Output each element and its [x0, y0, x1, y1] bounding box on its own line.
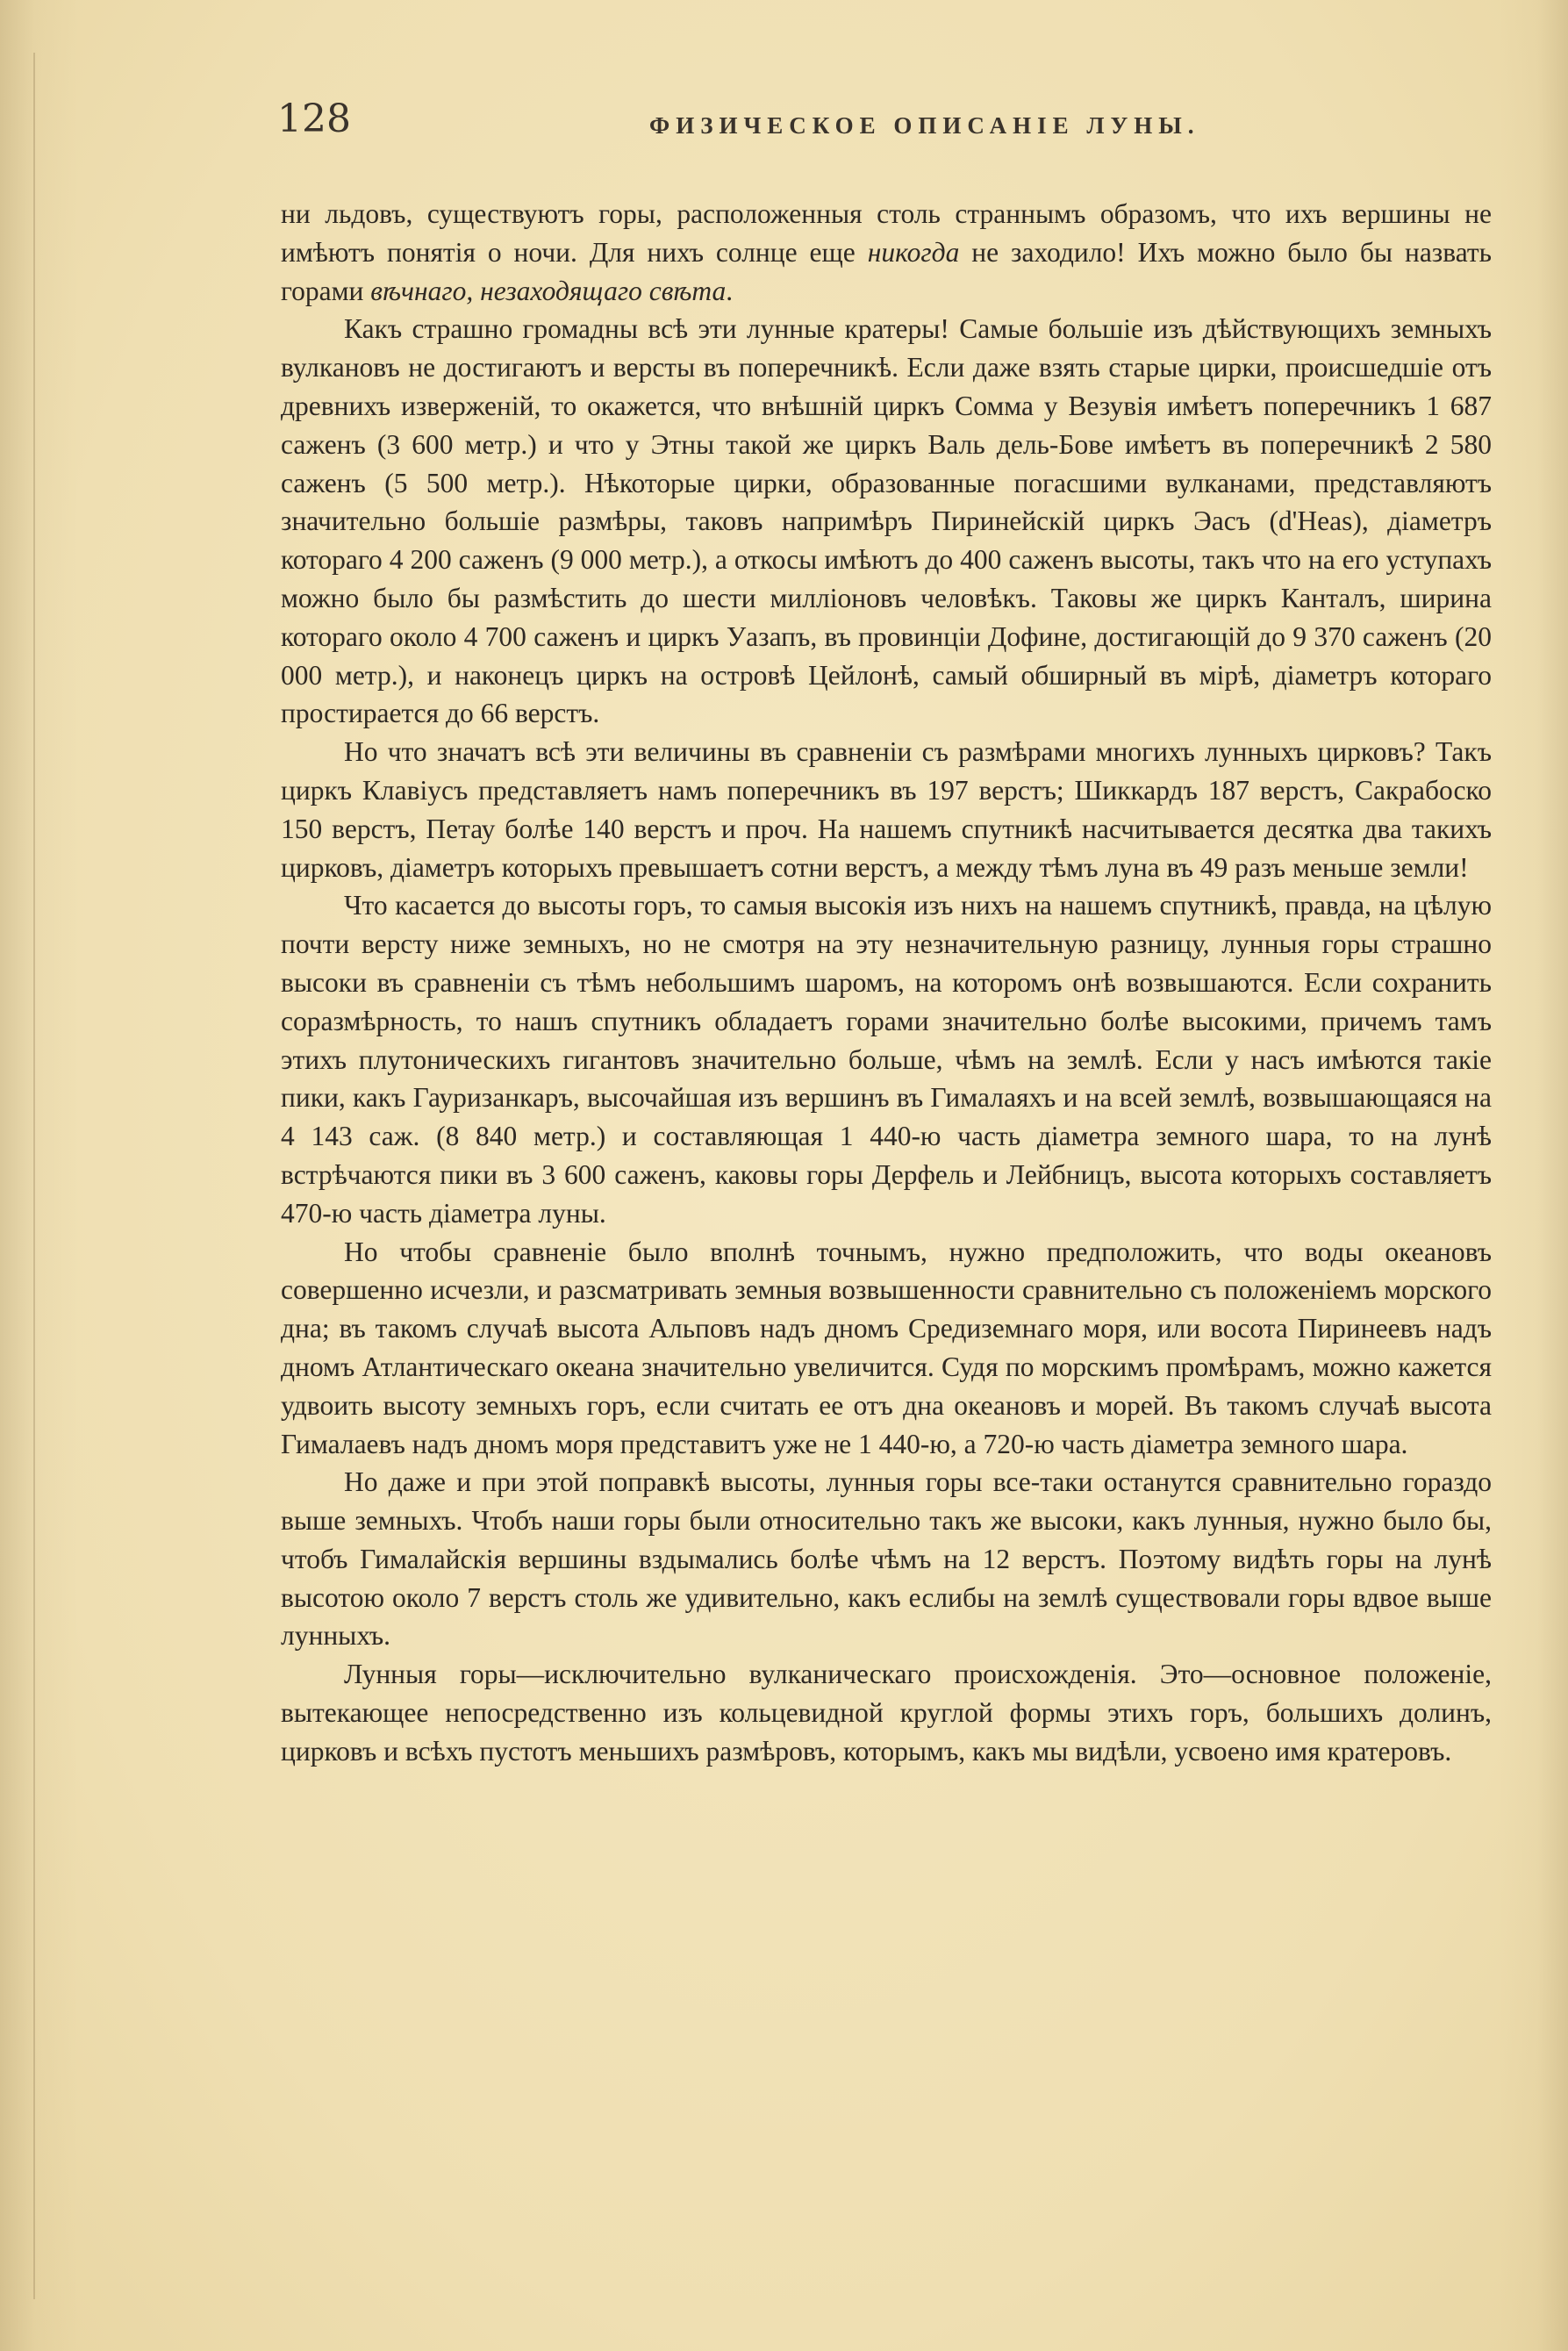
- paragraph-1: [281, 195, 1492, 310]
- paragraph-1-emphasis-1: никогда: [867, 236, 960, 268]
- paragraph-5: Но чтобы сравненіе было вполнѣ точнымъ, нужно предположить, что воды океановъ совершенно исчезли, и разсматривать земныя возвышенности сравнительно съ положеніемъ морского дна; въ такомъ случаѣ высота Альповъ надъ дномъ Средиземнаго моря, или восота Пиринеевъ надъ дномъ Атлантическаго океана значительно увеличится. Судя по морскимъ промѣрамъ, можно кажется удвоить высоту земныхъ горъ, если считать ее отъ дна океановъ и морей. Въ такомъ случаѣ высота Гималаевъ надъ дномъ моря представитъ уже не 1 440-ю, а 720-ю часть діаметра земного шара.: [281, 1236, 1492, 1459]
- binding-shadow: [33, 53, 35, 2299]
- paragraph-3: Но что значатъ всѣ эти величины въ сравненіи съ размѣрами многихъ лунныхъ цирковъ? Такъ циркъ Клавіусъ представляетъ намъ поперечникъ въ 197 верстъ; Шиккардъ 187 верстъ, Сакрабоско 150 верстъ, Петау болѣе 140 верстъ и проч. На нашемъ спутникѣ насчитывается десятка два такихъ цирковъ, діаметръ которыхъ превышаетъ сотни верстъ, а между тѣмъ луна въ 49 разъ меньше земли!: [281, 736, 1492, 883]
- paragraph-1-text: ни льдовъ, существуютъ горы, расположенныя столь страннымъ образомъ, что ихъ вершины не имѣютъ понятія о ночи. Для нихъ солнце еще: [281, 198, 1492, 268]
- paragraph-6: Но даже и при этой поправкѣ высоты, лунныя горы все-таки останутся сравнительно гораздо выше земныхъ. Чтобъ наши горы были относительно такъ же высоки, какъ лунныя, нужно было бы, чтобъ Гималайскія вершины вздымались болѣе чѣмъ на 12 верстъ. Поэтому видѣть горы на лунѣ высотою около 7 верстъ столь же удивительно, какъ еслибы на землѣ существовали горы вдвое выше лунныхъ.: [281, 1466, 1492, 1652]
- paragraph-1-end: .: [726, 275, 734, 306]
- paragraph-2: Какъ страшно громадны всѣ эти лунные кратеры! Самые большіе изъ дѣйствующихъ земныхъ вулкановъ не достигаютъ и версты въ поперечникѣ. Если даже взять старые цирки, происшедшіе отъ древнихъ изверженій, то окажется, что внѣшній циркъ Сомма у Везувія имѣетъ поперечникъ 1 687 саженъ (3 600 метр.) и что у Этны такой же циркъ Валь дель-Бове имѣетъ въ поперечникѣ 2 580 саженъ (5 500 метр.). Нѣкоторые цирки, образованные погасшими вулканами, представляютъ значительно большіе размѣры, таковъ напримѣръ Пиринейскій циркъ Эасъ (d'Heas), діаметръ котораго 4 200 саженъ (9 000 метр.), а откосы имѣютъ до 400 саженъ высоты, такъ что на его уступахъ можно было бы размѣстить до шести милліоновъ человѣкъ. Таковы же циркъ Канталъ, ширина котораго около 4 700 саженъ и циркъ Уазапъ, въ провинціи Дофине, достигающій до 9 370 саженъ (20 000 метр.), и наконецъ циркъ на островѣ Цейлонѣ, самый обширный въ мірѣ, діаметръ котораго простирается до 66 верстъ.: [281, 313, 1492, 729]
- paragraph-7: Лунныя горы—исключительно вулканическаго происхожденія. Это—основное положеніе, вытекающее непосредственно изъ кольцевидной круглой формы этихъ горъ, большихъ долинъ, цирковъ и всѣхъ пустотъ меньшихъ размѣровъ, которымъ, какъ мы видѣли, усвоено имя кратеровъ.: [281, 1659, 1492, 1767]
- paragraph-4: Что касается до высоты горъ, то самыя высокія изъ нихъ на нашемъ спутникѣ, правда, на цѣлую почти версту ниже земныхъ, но не смотря на эту незначительную разницу, лунныя горы страшно высоки въ сравненіи съ тѣмъ небольшимъ шаромъ, на которомъ онѣ возвышаются. Если сохранить соразмѣрность, то нашъ спутникъ обладаетъ горами значительно болѣе высокими, причемъ тамъ этихъ плутоническихъ гигантовъ значительно больше, чѣмъ на землѣ. Если у насъ имѣются такіе пики, какъ Гауризанкаръ, высочайшая изъ вершинъ въ Гималаяхъ и на всей землѣ, возвышающаяся на 4 143 саж. (8 840 метр.) и составляющая 1 440-ю часть діаметра земного шара, то на лунѣ встрѣчаются пики въ 3 600 саженъ, каковы горы Дерфель и Лейбницъ, высота которыхъ составляетъ 470-ю часть діаметра луны.: [281, 890, 1492, 1229]
- page-number: 128: [277, 97, 351, 141]
- body-text: [281, 195, 1492, 1771]
- paragraph-1-emphasis-2: вѣчнаго, незаходящаго свѣта: [370, 275, 727, 306]
- paragraph-1-text-2: не заходило! Ихъ можно было бы назвать горами: [281, 236, 1492, 306]
- running-head: ФИЗИЧЕСКОЕ ОПИСАНІЕ ЛУНЫ.: [649, 112, 1200, 139]
